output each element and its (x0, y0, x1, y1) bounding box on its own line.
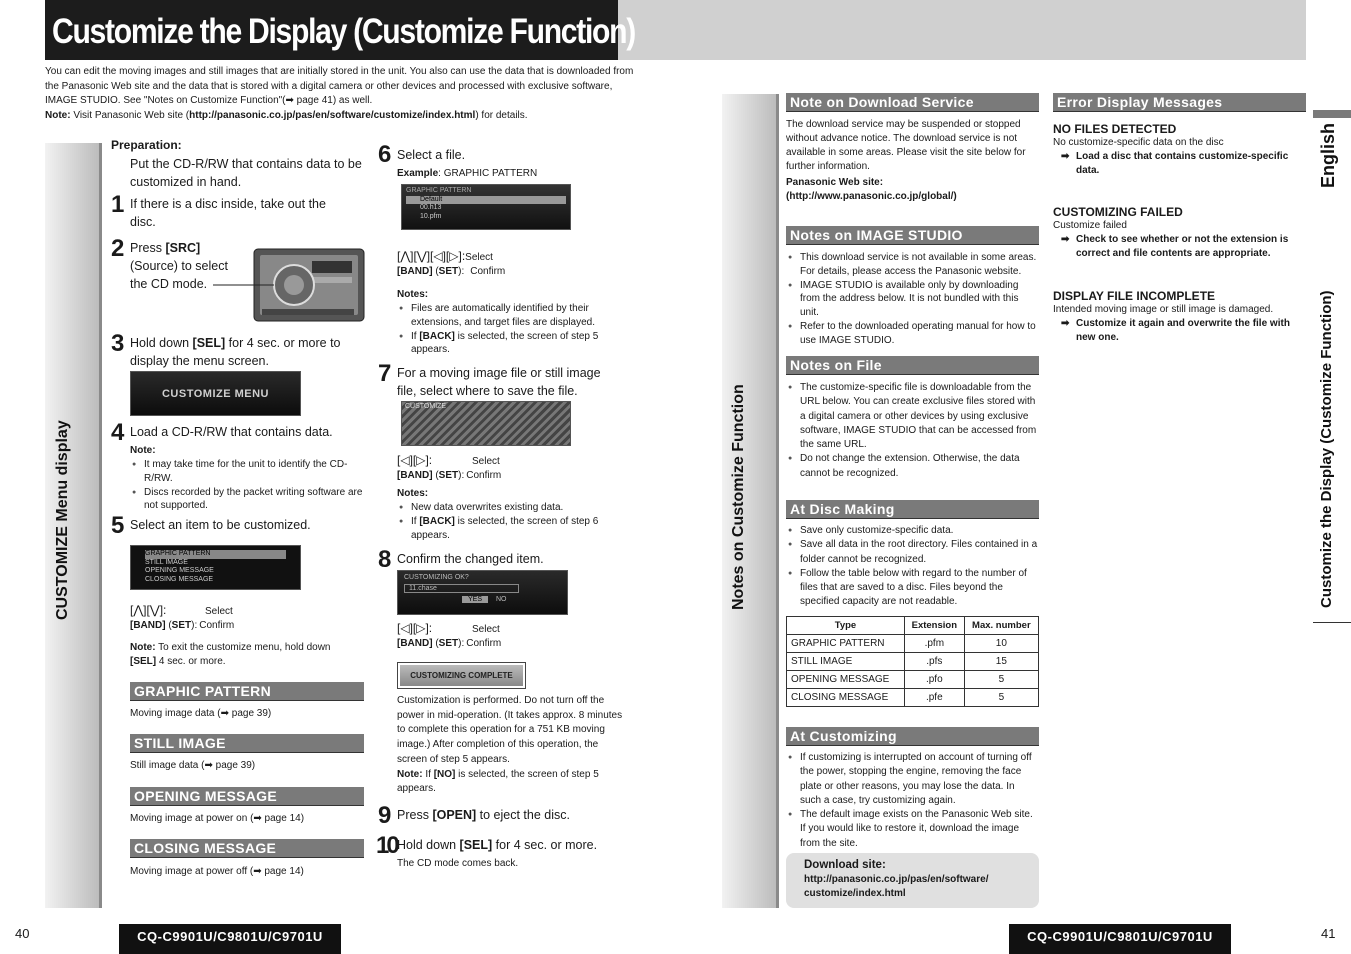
page-title: Customize the Display (Customize Function) (52, 12, 635, 51)
table-row: OPENING MESSAGE .pfo 5 (787, 671, 1039, 689)
error-heading: NO FILES DETECTED (1053, 122, 1177, 136)
step-number: 9 (378, 802, 391, 829)
step-10-sub: The CD mode comes back. (397, 858, 519, 869)
step-7-keys: [◁][▷]: Select [BAND] (SET): Confirm Notes: ● New data overwrites existing data. ● If [BACK] is selected, the screen of step 6 appears. (397, 453, 627, 542)
table-row: GRAPHIC PATTERN .pfm 10 (787, 635, 1039, 653)
customizing-complete-screen: CUSTOMIZING COMPLETE (397, 662, 526, 689)
list-item: ● Save only customize-specific data. (786, 524, 1038, 538)
note-item: ● Discs recorded by the packet writing software are not supported. (130, 486, 363, 514)
error-list: NO FILES DETECTED No customize-specific data on the disc ➡ Load a disc that contains customize-specific data. CUSTOMIZING FAILED Customize failed ➡ Check to see whether or not the extension is correct and file contents are appropriate. DISPLAY FILE INCOMPLETE Intended moving image or still image is damaged. ➡ Customize it again and overwrite the file with new one. (1053, 122, 1303, 345)
arrow-icon: ➡ (1061, 318, 1070, 329)
step-number: 3 (111, 330, 124, 357)
section-text: Moving image data (➡ page 39) (130, 708, 272, 719)
step-number: 7 (378, 360, 391, 387)
file-notes-list (786, 381, 1038, 481)
list-item: ● Follow the table below with regard to the number of files that are saved to a disc. Files beyond the specified capacity are not readable. (786, 567, 1038, 610)
section-error-messages: Error Display Messages (1053, 93, 1306, 112)
section-at-customizing: At Customizing (786, 727, 1039, 746)
section-text: Moving image at power on (➡ page 14) (130, 813, 305, 824)
table-row: CLOSING MESSAGE .pfe 5 (787, 689, 1039, 707)
image-studio-list (786, 251, 1038, 348)
step-8-text: Confirm the changed item. (397, 552, 544, 566)
step-6-text: Select a file. (397, 148, 466, 162)
step-3-text: Hold down [SEL] for 4 sec. or more to display the menu screen. (130, 336, 341, 368)
step-4-notes: Note: ● It may take time for the unit to identify the CD-R/RW. ● Discs recorded by the packet writing software are not supported. (130, 444, 363, 513)
left-sidebar-label: CUSTOMIZE Menu display (54, 420, 71, 620)
language-tab: English (1318, 122, 1338, 188)
step-number: 6 (378, 141, 391, 168)
list-item: ● IMAGE STUDIO is available only by downloading from the address below. It is not bundled with this unit. (786, 279, 1038, 320)
file-type-table: Type Extension Max. number GRAPHIC PATTERN .pfm 10 STILL IMAGE .pfs 15 OPENING MESSAGE .pfo 5 CLOSING MESSAGE .pfe 5 (786, 616, 1039, 707)
step-9-text: Press [OPEN] to eject the disc. (397, 808, 570, 822)
prep-label: Preparation: (111, 138, 182, 152)
right-tab-title: Customize the Display (Customize Function) (1318, 290, 1335, 608)
section-graphic-pattern: GRAPHIC PATTERN (130, 682, 364, 701)
list-item: ● The default image exists on the Panasonic Web site. If you would like to restore it, download the image from the site. (786, 808, 1038, 851)
list-item: ● The customize-specific file is downloadable from the URL below. You can create exclusive files stored with a digital camera or other devices by using exclusive software, IMAGE STUDIO that can be accessed from the same URL. (786, 381, 1038, 452)
note-item: ● It may take time for the unit to identify the CD-R/RW. (130, 458, 363, 486)
step-7-screen: CUSTOMIZE (401, 401, 571, 446)
download-site-box: Download site: http://panasonic.co.jp/pas/en/software/ customize/index.html (786, 853, 1039, 908)
step-8-paragraph: Customization is performed. Do not turn off the power in mid-operation. (It takes approx. 8 minutes to complete this operation for a 751 KB moving image.) After completion of this operation, the screen of step 5 appears. Note: If [NO] is selected, the screen of step 5 appears. (397, 695, 623, 795)
intro-line: IMAGE STUDIO. See "Notes on Customize Function"(➡ page 41) as well. (45, 95, 373, 106)
model-label-right: CQ-C9901U/C9801U/C9701U (1009, 924, 1231, 954)
note-item: ● If [BACK] is selected, the screen of step 5 appears. (397, 330, 627, 358)
customize-menu-screen: CUSTOMIZE MENU (130, 371, 301, 416)
step-number: 8 (378, 546, 391, 573)
note-item: ● If [BACK] is selected, the screen of step 6 appears. (397, 515, 627, 543)
list-item: ● Save all data in the root directory. Files contained in a folder cannot be recognized. (786, 538, 1038, 567)
step-8-screen: CUSTOMIZING OK? 11.chase YES NO (397, 570, 568, 615)
right-tab-divider (1313, 622, 1351, 623)
section-still-image: STILL IMAGE (130, 734, 364, 753)
download-text: The download service may be suspended or stopped without advance notice. The download service is not available in some areas. Please visit the site below for further information. Panasonic Web site: (http://www.panasonic.co.jp/global/) (786, 119, 1026, 202)
section-opening-message: OPENING MESSAGE (130, 787, 364, 806)
step-number: 4 (111, 419, 124, 446)
error-action: ➡ Check to see whether or not the extension is correct and file contents are appropriate. (1061, 234, 1289, 259)
table-row: STILL IMAGE .pfs 15 (787, 653, 1039, 671)
arrow-icon: ➡ (1061, 151, 1070, 162)
section-image-studio: Notes on IMAGE STUDIO (786, 226, 1039, 245)
list-item: ● This download service is not available in some areas. For details, please access the Panasonic website. (786, 251, 1038, 279)
at-customizing-list (786, 751, 1038, 851)
step-4-text: Load a CD-R/RW that contains data. (130, 425, 333, 439)
section-download-service: Note on Download Service (786, 93, 1039, 112)
error-heading: DISPLAY FILE INCOMPLETE (1053, 289, 1216, 303)
error-heading: CUSTOMIZING FAILED (1053, 205, 1183, 219)
model-label-left: CQ-C9901U/C9801U/C9701U (119, 924, 341, 954)
step-number: 10 (376, 832, 397, 859)
prep-text: Put the CD-R/RW that contains data to be customized in hand. (130, 157, 362, 189)
error-action: ➡ Load a disc that contains customize-specific data. (1061, 151, 1289, 176)
arrow-icon: ➡ (1061, 234, 1070, 245)
page-number-right: 41 (1321, 926, 1336, 941)
section-text: Moving image at power off (➡ page 14) (130, 866, 304, 877)
step-5-menu-screen: GRAPHIC PATTERN STILL IMAGE OPENING MESSAGE CLOSING MESSAGE (130, 545, 301, 590)
step-10-text: Hold down [SEL] for 4 sec. or more. (397, 838, 598, 852)
step-number: 5 (111, 512, 124, 539)
step-6-screen: GRAPHIC PATTERN Default 00.h13 10.pfm (401, 184, 571, 230)
step-7-text: For a moving image file or still image file, select where to save the file. (397, 366, 601, 398)
intro-line: You can edit the moving images and still images that are initially stored in the unit. You also can use the data that is downloaded from (45, 66, 634, 77)
error-action: ➡ Customize it again and overwrite the file with new one. (1061, 318, 1290, 343)
disc-making-list (786, 524, 1038, 610)
list-item: ● If customizing is interrupted on account of turning off the power, stopping the engine, removing the face plate or other reasons, you may lose the data. In such a case, try customizing again. (786, 751, 1038, 808)
step-number: 1 (111, 191, 124, 218)
step-number: 2 (111, 235, 124, 262)
list-item: ● Do not change the extension. Otherwise, the data cannot be recognized. (786, 452, 1038, 481)
section-disc-making: At Disc Making (786, 500, 1039, 519)
step-8-keys: [◁][▷]: Select [BAND] (SET): Confirm (397, 621, 502, 649)
step-2-text: Press [SRC](Source) to select the CD mode. (130, 241, 228, 291)
middle-sidebar-label: Notes on Customize Function (730, 384, 747, 610)
step-5-keys: [⋀][⋁]: Select [BAND] (SET): Confirm Note: To exit the customize menu, hold down [SEL] 4 sec. or more. (130, 603, 331, 667)
section-file-notes: Notes on File (786, 356, 1039, 375)
column-1 (111, 138, 366, 191)
step-6-keys: [⋀][⋁][◁][▷]:Select [BAND] (SET): Confirm Notes: ● Files are automatically identified by their extensions, and target files are displayed. ● If [BACK] is selected, the screen of step 5 appears. (397, 249, 627, 357)
note-item: ● New data overwrites existing data. (397, 501, 627, 515)
section-closing-message: CLOSING MESSAGE (130, 839, 364, 858)
intro-note: Note: Visit Panasonic Web site (http://panasonic.co.jp/pas/en/software/customize/index.html) for details. (45, 109, 528, 121)
list-item: ● Refer to the downloaded operating manual for how to use IMAGE STUDIO. (786, 320, 1038, 348)
note-item: ● Files are automatically identified by their extensions, and target files are displayed. (397, 302, 627, 330)
page-number-left: 40 (15, 926, 30, 941)
head-unit-image (212, 247, 367, 325)
intro-text (45, 65, 640, 123)
step-6-example: Example: GRAPHIC PATTERN (397, 168, 538, 179)
step-5-text: Select an item to be customized. (130, 518, 311, 532)
step-1-text: If there is a disc inside, take out the disc. (130, 197, 326, 229)
section-text: Still image data (➡ page 39) (130, 760, 256, 771)
intro-line: the Panasonic Web site and the data that is stored with a digital camera or other devices and processed with exclusive software, (45, 80, 613, 92)
right-tab-marker (1313, 110, 1351, 118)
